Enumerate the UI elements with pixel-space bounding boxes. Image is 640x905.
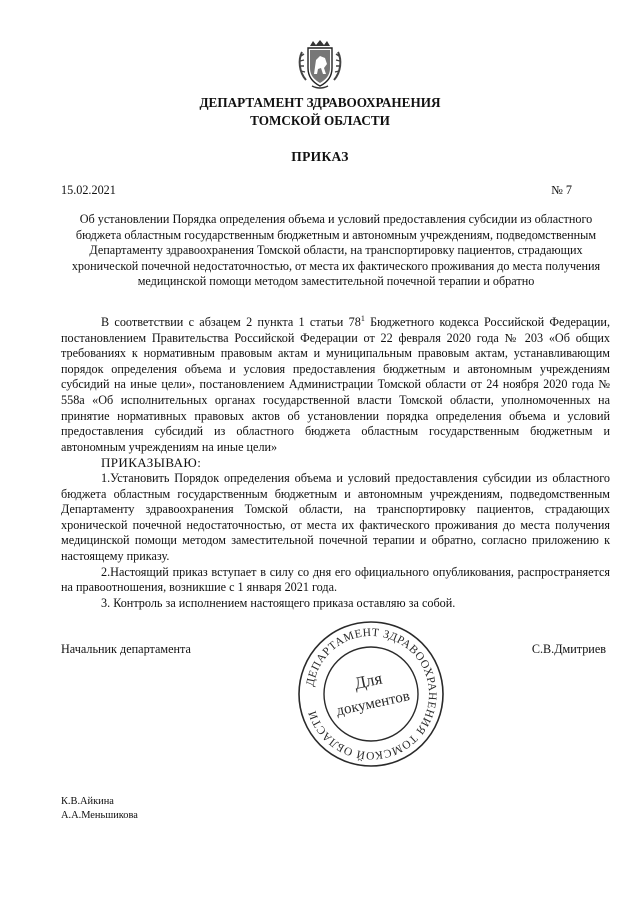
order-body: [61, 315, 610, 611]
order-date: 15.02.2021: [61, 183, 116, 197]
order-subject: Об установлении Порядка определения объема и условий предоставления субсидии из областного бюджета областным государственным бюджетным и автономным учреждениям, подведомственным Департаменту здравоохранения Томской области, на транспортировку пациентов, страдающих хронической почечной недостаточностью, от места их фактического проживания до места получения медицинской помощи методом заместительной почечной терапии и обратно: [71, 212, 601, 288]
signatory-position: Начальник департамента: [61, 642, 191, 656]
executors: [61, 795, 138, 823]
orders-word: ПРИКАЗЫВАЮ:: [101, 455, 202, 471]
order-number: № 7: [551, 183, 572, 197]
preamble-superscript: 1: [360, 313, 365, 323]
department-name: [0, 94, 640, 130]
preamble-part-2: Бюджетного кодекса Российской Федерации, постановлением Правительства Российской Федерации от 22 февраля 2020 года № 203 «Об общих требованиях к нормативным правовым актам и муниципальным правовым актам, устанавливающим порядок определения объема и условия предоставления бюджетным и автономным учреждениям субсидий на иные цели», постановлением Администрации Томской области от 24 ноября 2020 года № 558а «Об исполнительных органах государственной власти Томской области, уполномоченных на принятие нормативных правовых актов об установлении порядка определения объема и условий предоставления субсидий из областного бюджета областным государственным бюджетным и автономным учреждениям на иные цели»: [61, 315, 610, 454]
signatory-name: С.В.Дмитриев: [531, 642, 606, 656]
preamble-paragraph: [61, 315, 610, 455]
order-item-3: 3. Контроль за исполнением настоящего приказа оставляю за собой.: [101, 595, 456, 610]
preamble-part-1: В соответствии с абзацем 2 пункта 1 статьи 78: [101, 315, 361, 329]
stamp-center-line-1: Для: [352, 668, 384, 693]
order-item-2: 2.Настоящий приказ вступает в силу со дня его официального опубликования, распространяется на правоотношения, возникшие с 1 января 2021 года.: [61, 564, 610, 595]
stamp-ring-text: ДЕПАРТАМЕНТ ЗДРАВООХРАНЕНИЯ ТОМСКОЙ ОБЛАСТИ: [304, 626, 439, 762]
department-line-1: ДЕПАРТАМЕНТ ЗДРАВООХРАНЕНИЯ: [199, 95, 441, 110]
official-stamp: [295, 618, 447, 770]
order-item-1: 1.Установить Порядок определения объема и условий предоставления субсидии из областного бюджета областным государственным бюджетным и автономным учреждениям, подведомственным Департаменту здравоохранения Томской области, на транспортировку пациентов, страдающих хронической почечной недостаточностью, от места их фактического проживания до места получения медицинской помощи методом заместительной почечной терапии и обратно, согласно приложению к настоящему приказу.: [61, 470, 610, 563]
stamp-outer-ring: [299, 622, 443, 766]
executor-1: К.В.Айкина: [61, 796, 114, 807]
executor-2: А.А.Меньшикова: [61, 810, 138, 821]
document-type: ПРИКАЗ: [291, 149, 349, 164]
stamp-center-line-2: документов: [334, 688, 412, 720]
department-line-2: ТОМСКОЙ ОБЛАСТИ: [250, 113, 390, 128]
tomsk-coat-of-arms-icon: [296, 38, 344, 90]
